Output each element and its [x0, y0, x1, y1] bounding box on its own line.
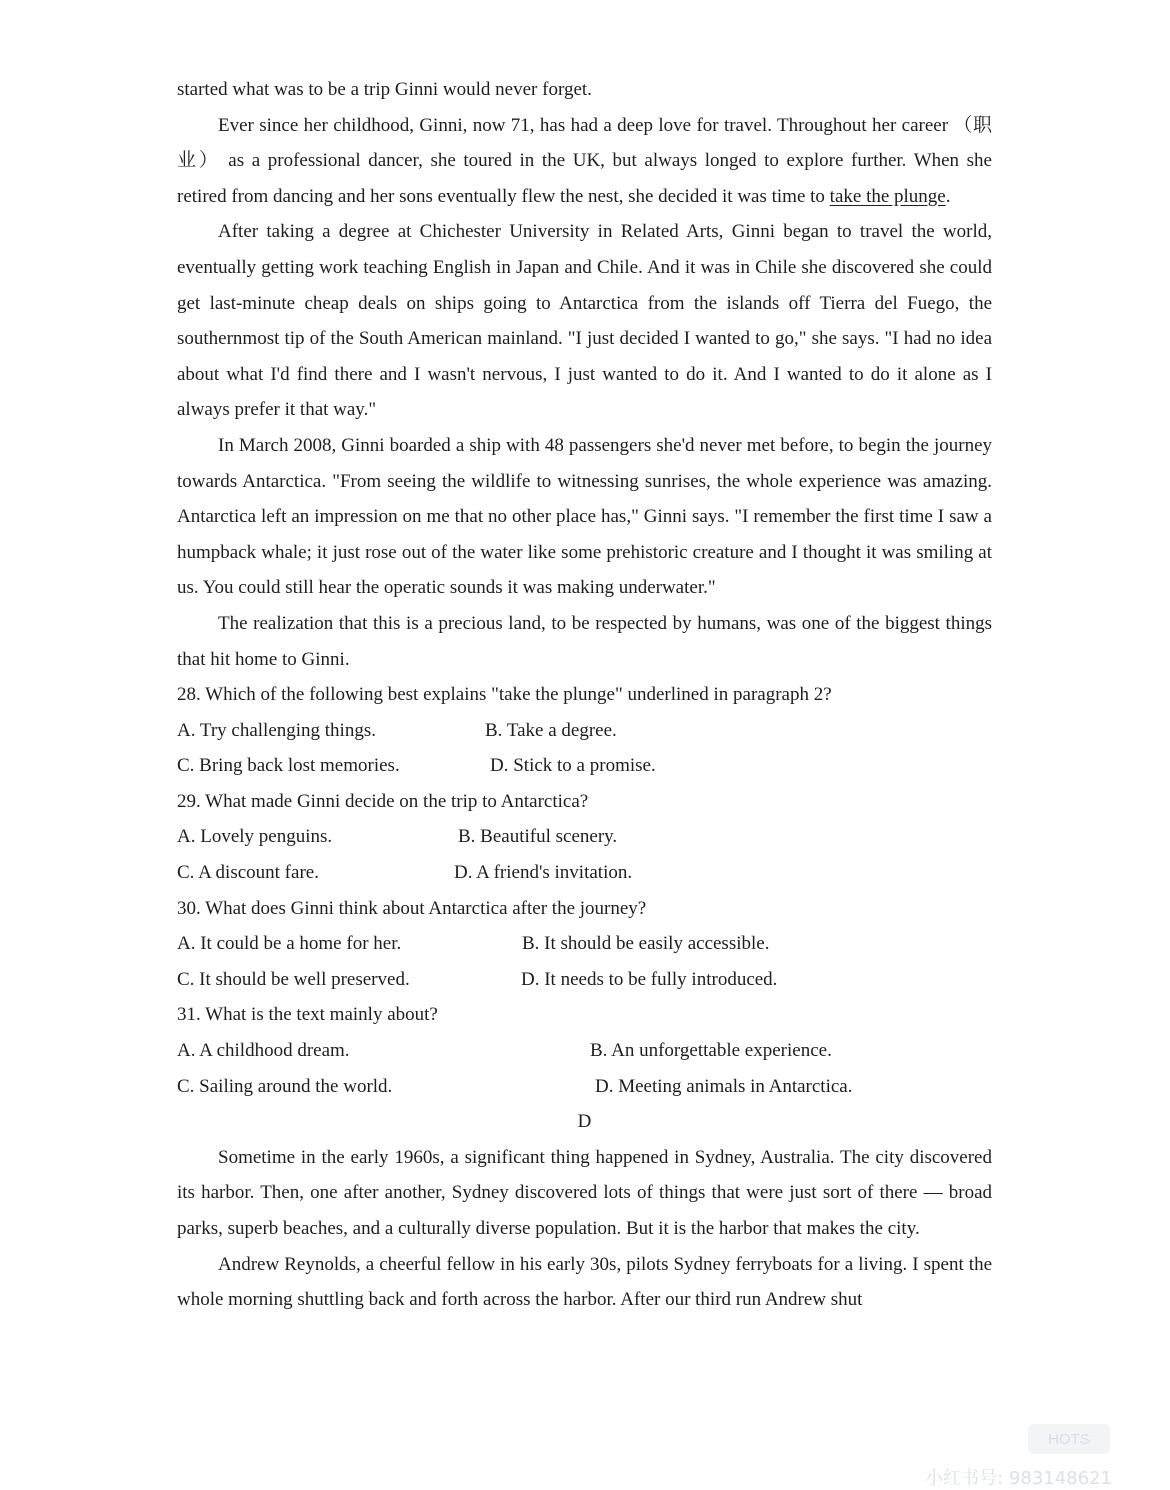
question-30-option-b: B. It should be easily accessible.	[522, 933, 770, 955]
question-29-option-c: C. A discount fare.	[177, 862, 319, 884]
watermark-badge: HOTS	[1028, 1424, 1110, 1454]
document-page	[177, 72, 992, 1318]
question-31-option-b: B. An unforgettable experience.	[590, 1040, 832, 1062]
section-d-heading: D	[577, 1111, 592, 1133]
question-31-option-c: C. Sailing around the world.	[177, 1075, 393, 1097]
passage-c-paragraph-4: In March 2008, Ginni boarded a ship with 48 passengers she'd never met before, to begin the journey towards Antarctica. "From seeing the wildlife to witnessing sunrises, the whole experience was amazing. Antarctica left an impression on me that no other place has," Ginni says. "I remember the first time I saw a humpback whale; it just rose out of the water like some prehistoric creature and I thought it was smiling at us. You could still hear the operatic sounds it was making underwater."	[177, 434, 992, 599]
question-30-option-d: D. It needs to be fully introduced.	[521, 968, 778, 990]
section-d-paragraph-1: Sometime in the early 1960s, a significant thing happened in Sydney, Australia. The city discovered its harbor. Then, one after another, Sydney discovered lots of things that were just sort of there — broad parks, superb beaches, and a culturally diverse population. But it is the harbor that makes the city.	[177, 1146, 992, 1239]
passage-c-paragraph-5: The realization that this is a precious land, to be respected by humans, was one of the biggest things that hit home to Ginni.	[177, 612, 992, 670]
question-30-option-c: C. It should be well preserved.	[177, 968, 410, 990]
question-28-option-c: C. Bring back lost memories.	[177, 755, 400, 777]
question-29-options-row2	[177, 855, 992, 891]
passage-c-paragraph-2	[177, 108, 992, 215]
question-31-options-row1	[177, 1033, 992, 1069]
question-29-stem: 29. What made Ginni decide on the trip to Antarctica?	[177, 790, 589, 812]
question-30-options-row2	[177, 962, 992, 998]
question-31-option-a: A. A childhood dream.	[177, 1040, 350, 1062]
question-29-options-row1	[177, 819, 992, 855]
passage-c-paragraph-3: After taking a degree at Chichester University in Related Arts, Ginni began to travel the world, eventually getting work teaching English in Japan and Chile. And it was in Chile she discovered she could get last-minute cheap deals on ships going to Antarctica from the islands off Tierra del Fuego, the southernmost tip of the South American mainland. "I just decided I wanted to go," she says. "I had no idea about what I'd find there and I wasn't nervous, I just wanted to do it. And I wanted to do it alone as I always prefer it that way."	[177, 221, 992, 421]
question-28-option-d: D. Stick to a promise.	[490, 755, 656, 777]
question-30-stem: 30. What does Ginni think about Antarctica after the journey?	[177, 897, 647, 919]
question-31-option-d: D. Meeting animals in Antarctica.	[595, 1075, 853, 1097]
question-30-options-row1	[177, 926, 992, 962]
question-28-options-row1	[177, 713, 992, 749]
question-28-options-row2	[177, 748, 992, 784]
passage-c-line0: started what was to be a trip Ginni would never forget.	[177, 79, 592, 100]
question-29-option-b: B. Beautiful scenery.	[458, 826, 618, 848]
question-31-options-row2	[177, 1069, 992, 1105]
question-28-option-b: B. Take a degree.	[485, 719, 617, 741]
question-29-option-a: A. Lovely penguins.	[177, 826, 333, 848]
paragraph-2-end: .	[945, 185, 951, 207]
underlined-phrase: take the plunge	[829, 185, 946, 207]
question-30-option-a: A. It could be a home for her.	[177, 933, 402, 955]
section-d-paragraph-2: Andrew Reynolds, a cheerful fellow in his early 30s, pilots Sydney ferryboats for a living. I spent the whole morning shuttling back and forth across the harbor. After our third run Andrew shut	[177, 1253, 992, 1311]
question-31-stem: 31. What is the text mainly about?	[177, 1004, 438, 1026]
question-28-stem: 28. Which of the following best explains "take the plunge" underlined in paragraph 2?	[177, 684, 832, 706]
paragraph-2-text: Ever since her childhood, Ginni, now 71, has had a deep love for travel. Throughout her career （职业） as a professional dancer, she toured in the UK, but always longed to explore further. When she retired from dancing and her sons eventually flew the nest, she decided it was time to	[177, 114, 992, 207]
question-28-option-a: A. Try challenging things.	[177, 719, 376, 741]
question-29-option-d: D. A friend's invitation.	[454, 862, 633, 884]
watermark-text: 小红书号: 983148621	[925, 1468, 1112, 1489]
